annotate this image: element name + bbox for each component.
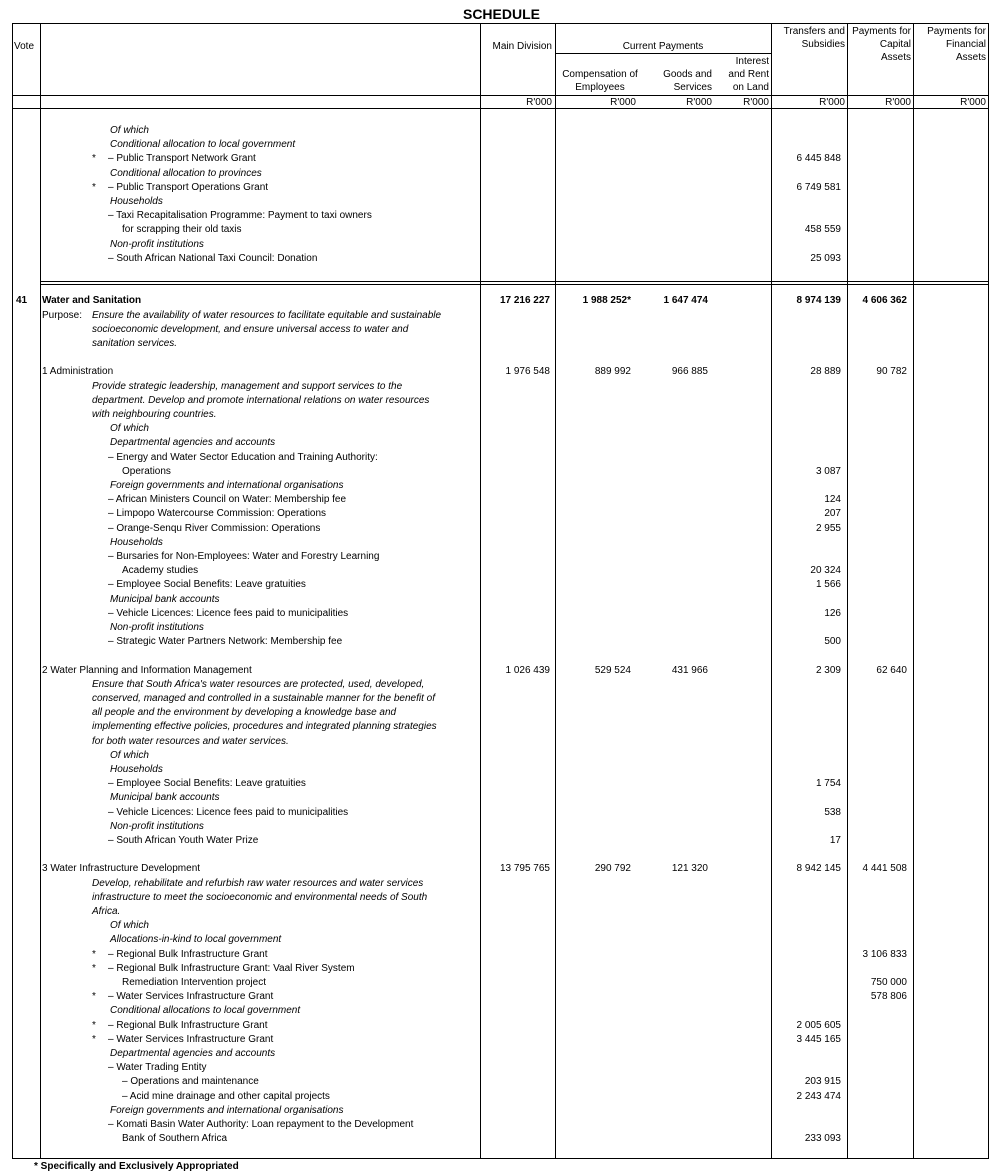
row-description: Africa. xyxy=(92,906,121,917)
table-row xyxy=(0,621,1003,635)
row-description: Operations xyxy=(122,465,171,477)
table-row xyxy=(0,195,1003,209)
table-row xyxy=(0,309,1003,323)
table-row xyxy=(0,1090,1003,1104)
row-description: Of which xyxy=(110,125,149,136)
amount-goods: 121 320 xyxy=(671,863,708,875)
unit-interest: R'000 xyxy=(743,97,769,108)
table-row xyxy=(0,252,1003,266)
table-row xyxy=(0,720,1003,734)
amount-comp: 290 792 xyxy=(594,863,631,875)
row-description: – Regional Bulk Infrastructure Grant xyxy=(108,948,268,960)
row-description: sanitation services. xyxy=(92,338,178,349)
table-row xyxy=(0,976,1003,990)
amount-main: 1 976 548 xyxy=(505,366,550,378)
row-description: – Employee Social Benefits: Leave gratuities xyxy=(108,579,306,591)
amount-comp: 889 992 xyxy=(594,366,631,378)
row-description: – Strategic Water Partners Network: Membership fee xyxy=(108,636,343,648)
table-row xyxy=(0,607,1003,621)
section-rule xyxy=(40,281,989,282)
table-row xyxy=(0,380,1003,394)
table-row xyxy=(0,891,1003,905)
table-row xyxy=(0,962,1003,976)
row-description: – South African Youth Water Prize xyxy=(108,835,259,846)
header-capital: Payments for Capital Assets xyxy=(852,26,911,63)
header-current-payments: Current Payments xyxy=(622,41,704,52)
row-description: Allocations-in-kind to local government xyxy=(110,934,282,946)
table-row xyxy=(0,223,1003,237)
row-description: – Regional Bulk Infrastructure Grant xyxy=(108,1019,268,1031)
row-description: – Water Services Infrastructure Grant xyxy=(108,1033,274,1045)
row-description: Non-profit institutions xyxy=(110,238,204,250)
row-description: Remediation Intervention project xyxy=(122,977,266,988)
amount-trans: 17 xyxy=(829,835,841,846)
header-transfers: Transfers and Subsidies xyxy=(783,26,845,50)
row-description: all people and the environment by developing a knowledge base and xyxy=(92,707,397,719)
amount-trans: 20 324 xyxy=(810,565,841,577)
amount-trans: 3 087 xyxy=(815,465,841,477)
table-row xyxy=(0,877,1003,891)
row-description: – Limpopo Watercourse Commission: Operations xyxy=(108,508,327,520)
table-row xyxy=(0,692,1003,706)
table-row xyxy=(0,124,1003,138)
amount-main: 1 026 439 xyxy=(505,664,550,676)
unit-capital: R'000 xyxy=(885,97,911,108)
row-description: Foreign governments and international organisations xyxy=(110,1104,344,1116)
table-row xyxy=(0,593,1003,607)
row-description: for both water resources and water services. xyxy=(92,735,289,747)
row-description: conserved, managed and controlled in a sustainable manner for the benefit of xyxy=(92,693,435,704)
amount-cap: 62 640 xyxy=(876,664,907,676)
table-row xyxy=(0,1132,1003,1146)
row-description: Ensure the availability of water resources to facilitate equitable and sustainable xyxy=(92,309,442,321)
table-row xyxy=(0,664,1003,678)
appropriated-marker: * xyxy=(92,991,96,1003)
row-description: – Bursaries for Non-Employees: Water and Forestry Learning xyxy=(108,551,380,562)
table-row xyxy=(0,152,1003,166)
table-row xyxy=(0,862,1003,876)
row-description: socioeconomic development, and ensure universal access to water and xyxy=(92,323,409,335)
page-title: SCHEDULE xyxy=(462,6,540,22)
table-row xyxy=(0,1075,1003,1089)
table-row xyxy=(0,735,1003,749)
table-row xyxy=(0,422,1003,436)
section-rule xyxy=(40,284,989,285)
row-description: department. Develop and promote international relations on water resources xyxy=(92,394,430,406)
vote-number: 41 xyxy=(16,295,28,307)
unit-main: R'000 xyxy=(526,97,552,108)
table-row xyxy=(0,451,1003,465)
amount-cap: 578 806 xyxy=(870,991,907,1003)
row-description: – African Ministers Council on Water: Membership fee xyxy=(108,494,347,506)
header-rule xyxy=(12,108,989,109)
table-row xyxy=(0,436,1003,450)
table-row xyxy=(0,138,1003,152)
amount-trans: 6 445 848 xyxy=(796,153,841,165)
row-description: – Regional Bulk Infrastructure Grant: Vaal River System xyxy=(108,962,355,974)
amount-cap: 4 606 362 xyxy=(862,295,907,307)
table-row xyxy=(0,806,1003,820)
table-row xyxy=(0,209,1003,223)
row-description: Non-profit institutions xyxy=(110,820,204,832)
row-description: Conditional allocation to local government xyxy=(110,139,296,151)
header-rule xyxy=(12,95,989,96)
header-vote: Vote xyxy=(14,41,35,52)
row-description: Develop, rehabilitate and refurbish raw water resources and water services xyxy=(92,877,424,889)
row-description: Conditional allocation to provinces xyxy=(110,167,262,179)
amount-trans: 8 942 145 xyxy=(796,863,841,875)
row-description: with neighbouring countries. xyxy=(92,409,217,420)
row-description: Of which xyxy=(110,749,149,761)
unit-transfers: R'000 xyxy=(819,97,845,108)
table-row xyxy=(0,706,1003,720)
row-description: Municipal bank accounts xyxy=(110,792,220,804)
table-row xyxy=(0,820,1003,834)
amount-goods: 1 647 474 xyxy=(663,295,708,307)
table-row xyxy=(0,933,1003,947)
header-interest: Interest and Rent on Land xyxy=(728,56,769,93)
table-row xyxy=(0,408,1003,422)
table-row xyxy=(0,507,1003,521)
table-row xyxy=(0,365,1003,379)
table-row xyxy=(0,465,1003,479)
appropriated-marker: * xyxy=(92,962,96,974)
row-description: Municipal bank accounts xyxy=(110,593,220,605)
row-description: Of which xyxy=(110,423,149,435)
table-row xyxy=(0,323,1003,337)
table-row xyxy=(0,536,1003,550)
amount-trans: 203 915 xyxy=(804,1076,841,1088)
unit-financial: R'000 xyxy=(960,97,986,108)
row-description: – Employee Social Benefits: Leave gratuities xyxy=(108,778,306,790)
row-description: – Water Services Infrastructure Grant xyxy=(108,991,274,1003)
amount-cap: 4 441 508 xyxy=(862,863,907,875)
table-row xyxy=(0,167,1003,181)
amount-trans: 2 955 xyxy=(815,522,841,534)
row-description: Foreign governments and international organisations xyxy=(110,480,344,491)
row-description: – Acid mine drainage and other capital projects xyxy=(122,1090,330,1102)
row-description: – Taxi Recapitalisation Programme: Payment to taxi owners xyxy=(108,210,372,222)
amount-trans: 2 309 xyxy=(815,664,841,676)
appropriated-marker: * xyxy=(92,181,96,193)
amount-trans: 1 566 xyxy=(815,579,841,591)
table-row xyxy=(0,905,1003,919)
table-row xyxy=(0,635,1003,649)
amount-cap: 750 000 xyxy=(870,977,907,988)
table-row xyxy=(0,493,1003,507)
row-description: – Energy and Water Sector Education and Training Authority: xyxy=(108,451,378,463)
table-row xyxy=(0,294,1003,308)
table-row xyxy=(0,479,1003,493)
table-row xyxy=(0,337,1003,351)
amount-trans: 2 243 474 xyxy=(796,1090,841,1102)
row-description: Non-profit institutions xyxy=(110,622,204,633)
table-row xyxy=(0,1061,1003,1075)
table-row xyxy=(0,1033,1003,1047)
current-payments-rule xyxy=(555,53,771,54)
row-description: infrastructure to meet the socioeconomic and environmental needs of South xyxy=(92,891,428,903)
table-row xyxy=(0,1104,1003,1118)
amount-trans: 126 xyxy=(824,607,841,619)
amount-cap: 90 782 xyxy=(876,366,907,378)
row-description: – South African National Taxi Council: Donation xyxy=(108,252,318,264)
amount-comp: 1 988 252* xyxy=(582,295,631,307)
table-row xyxy=(0,550,1003,564)
row-description: Departmental agencies and accounts xyxy=(110,1048,276,1059)
appropriated-marker: * xyxy=(92,1019,96,1031)
row-description: – Public Transport Operations Grant xyxy=(108,181,269,193)
table-row xyxy=(0,763,1003,777)
row-description: – Public Transport Network Grant xyxy=(108,153,256,165)
row-description: Ensure that South Africa's water resources are protected, used, developed, xyxy=(92,678,425,690)
row-description: – Komati Basin Water Authority: Loan repayment to the Development xyxy=(108,1119,414,1130)
row-description: Households xyxy=(110,196,163,207)
header-financial: Payments for Financial Assets xyxy=(927,26,986,63)
table-row xyxy=(0,1004,1003,1018)
amount-trans: 8 974 139 xyxy=(796,295,841,307)
table-row xyxy=(0,394,1003,408)
row-description: 1 Administration xyxy=(42,366,114,378)
amount-main: 17 216 227 xyxy=(499,295,550,307)
row-description: 3 Water Infrastructure Development xyxy=(42,863,201,875)
table-row xyxy=(0,578,1003,592)
table-row xyxy=(0,1118,1003,1132)
amount-trans: 28 889 xyxy=(810,366,841,378)
amount-trans: 207 xyxy=(824,508,841,520)
row-description: – Orange-Senqu River Commission: Operations xyxy=(108,522,321,534)
appropriated-marker: * xyxy=(92,948,96,960)
row-description: Academy studies xyxy=(122,565,199,577)
amount-cap: 3 106 833 xyxy=(862,948,907,960)
amount-trans: 6 749 581 xyxy=(796,181,841,193)
header-goods: Goods and Services xyxy=(663,69,712,93)
amount-trans: 2 005 605 xyxy=(796,1019,841,1031)
amount-comp: 529 524 xyxy=(594,664,631,676)
row-description: implementing effective policies, procedures and integrated planning strategies xyxy=(92,721,437,733)
table-row xyxy=(0,1047,1003,1061)
amount-trans: 500 xyxy=(824,636,841,648)
table-row xyxy=(0,181,1003,195)
row-description: Conditional allocations to local government xyxy=(110,1005,301,1017)
unit-comp: R'000 xyxy=(610,97,636,108)
header-main-division: Main Division xyxy=(492,41,552,52)
amount-trans: 3 445 165 xyxy=(796,1033,841,1045)
row-description: – Water Trading Entity xyxy=(108,1062,207,1074)
amount-trans: 124 xyxy=(824,494,841,506)
table-row xyxy=(0,919,1003,933)
table-row xyxy=(0,749,1003,763)
appropriated-marker: * xyxy=(92,153,96,165)
row-description: Bank of Southern Africa xyxy=(122,1133,228,1145)
table-row xyxy=(0,522,1003,536)
table-row xyxy=(0,990,1003,1004)
amount-goods: 431 966 xyxy=(671,664,708,676)
amount-trans: 458 559 xyxy=(804,224,841,236)
row-description: Of which xyxy=(110,920,149,932)
table-row xyxy=(0,238,1003,252)
amount-goods: 966 885 xyxy=(671,366,708,378)
table-row xyxy=(0,834,1003,848)
footnote: * Specifically and Exclusively Appropriated xyxy=(34,1161,239,1172)
header-compensation: Compensation of Employees xyxy=(562,69,638,93)
table-row xyxy=(0,564,1003,578)
row-description: Provide strategic leadership, management and support services to the xyxy=(92,380,403,392)
row-description: Households xyxy=(110,764,163,775)
table-row xyxy=(0,791,1003,805)
row-description: – Vehicle Licences: Licence fees paid to municipalities xyxy=(108,806,349,818)
appropriated-marker: * xyxy=(92,1033,96,1045)
table-row xyxy=(0,948,1003,962)
amount-trans: 25 093 xyxy=(810,252,841,264)
row-description: – Vehicle Licences: Licence fees paid to municipalities xyxy=(108,607,349,619)
row-description: for scrapping their old taxis xyxy=(122,224,242,236)
row-description: Water and Sanitation xyxy=(42,295,142,307)
amount-trans: 538 xyxy=(824,806,841,818)
row-description: 2 Water Planning and Information Management xyxy=(42,664,252,676)
row-description: Departmental agencies and accounts xyxy=(110,437,276,449)
row-description: – Operations and maintenance xyxy=(122,1076,259,1088)
table-row xyxy=(0,777,1003,791)
table-row xyxy=(0,1019,1003,1033)
unit-goods: R'000 xyxy=(686,97,712,108)
amount-trans: 1 754 xyxy=(815,778,841,790)
amount-trans: 233 093 xyxy=(804,1133,841,1145)
row-description: Households xyxy=(110,536,163,548)
amount-main: 13 795 765 xyxy=(499,863,550,875)
row-description: Purpose: xyxy=(42,309,83,321)
table-row xyxy=(0,678,1003,692)
